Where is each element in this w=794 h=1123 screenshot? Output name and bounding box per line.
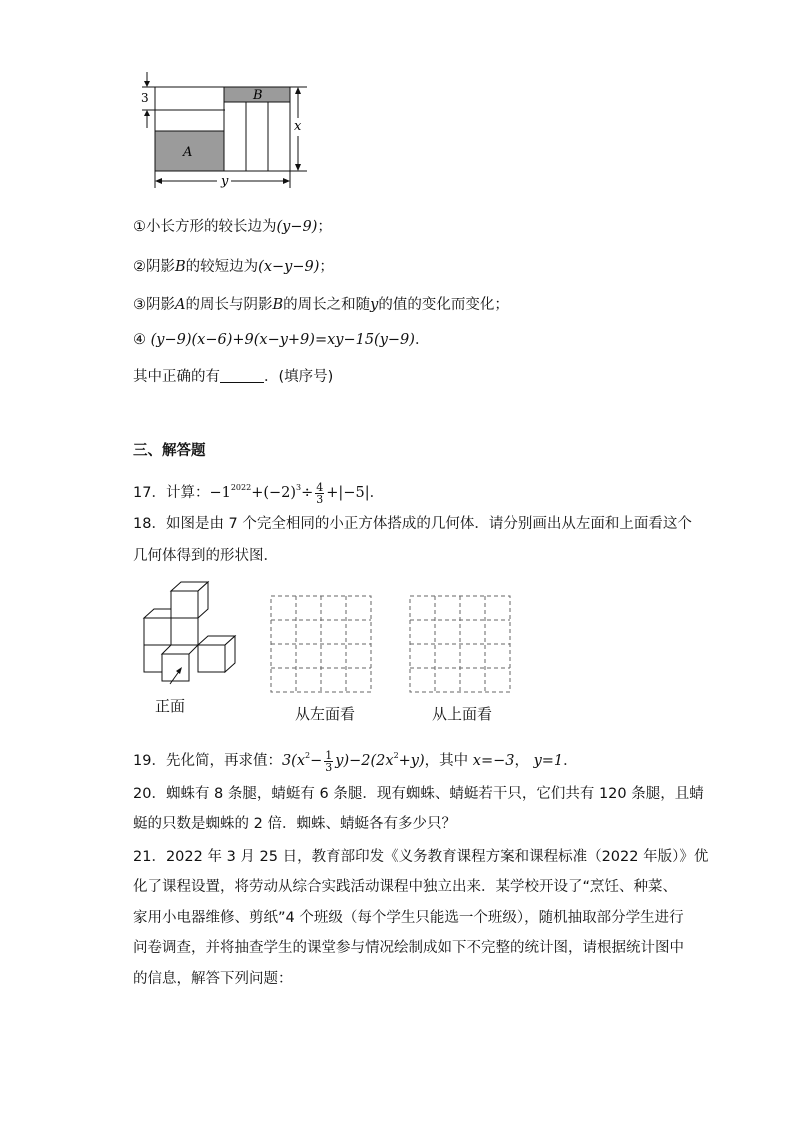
question-18-line2: 几何体得到的形状图． bbox=[133, 548, 278, 564]
question-19: 19．先化简，再求值：$3(x^2-$ $\frac{1}{3}$ $y)-2(2x^2+y)$，其中 x=−3， y=1． bbox=[133, 748, 578, 774]
question-20-line1: 20．蜘蛛有 8 条腿，蜻蜓有 6 条腿．现有蜘蛛、蜻蜓若干只，它们共有 120 条腿，且蜻 bbox=[133, 786, 704, 802]
front-caption: 正面 bbox=[155, 697, 186, 715]
question-21-line5: 的信息，解答下列问题： bbox=[133, 971, 293, 987]
label-B: B bbox=[253, 88, 263, 103]
statement-4: ④ (y−9)(x−6)+9(x−y+9)=xy−15(y−9)． bbox=[133, 332, 430, 348]
statement-3: ③阴影A的周长与阴影B的周长之和随y的值的变化而变化； bbox=[133, 297, 509, 313]
label-3: 3 bbox=[141, 91, 149, 105]
top-view-grid[interactable] bbox=[409, 595, 513, 695]
question-21-line1: 21．2022 年 3 月 25 日，教育部印发《义务教育课程方案和课程标准（2022 年版）》优 bbox=[133, 849, 709, 865]
question-21-line3: 家用小电器维修、剪纸”4 个班级（每个学生只能选一个班级），随机抽取部分学生进行 bbox=[133, 910, 684, 926]
cube-solid-figure bbox=[138, 578, 248, 688]
top-view-caption: 从上面看 bbox=[432, 705, 493, 723]
answer-blank[interactable] bbox=[220, 368, 264, 383]
left-view-caption: 从左面看 bbox=[295, 705, 356, 723]
label-y: y bbox=[221, 174, 229, 189]
section-title: 三、解答题 bbox=[133, 443, 206, 459]
question-21-line4: 问卷调查，并将抽查学生的课堂参与情况绘制成如下不完整的统计图，请根据统计图中 bbox=[133, 940, 684, 956]
question-18-line1: 18．如图是由 7 个完全相同的小正方体搭成的几何体．请分别画出从左面和上面看这个 bbox=[133, 516, 692, 532]
left-view-grid[interactable] bbox=[270, 595, 374, 695]
label-x: x bbox=[294, 119, 302, 134]
fill-in-prompt: 其中正确的有 ．(填序号) bbox=[133, 369, 334, 385]
question-21-line2: 化了课程设置，将劳动从综合实践活动课程中独立出来．某学校开设了“烹饪、种菜、 bbox=[133, 879, 678, 895]
question-17: 17．计算：$-1^{2022}+(-2)^3\div$ $\frac{4}{3}$ +|−5|． bbox=[133, 480, 385, 506]
rectangle-diagram bbox=[135, 70, 315, 190]
label-A: A bbox=[183, 145, 193, 160]
question-20-line2: 蜓的只数是蜘蛛的 2 倍．蜘蛛、蜻蜓各有多少只？ bbox=[133, 816, 456, 832]
statement-2: ②阴影B的较短边为(x−y−9)； bbox=[133, 259, 334, 275]
statement-1: ①小长方形的较长边为(y−9)； bbox=[133, 219, 332, 235]
